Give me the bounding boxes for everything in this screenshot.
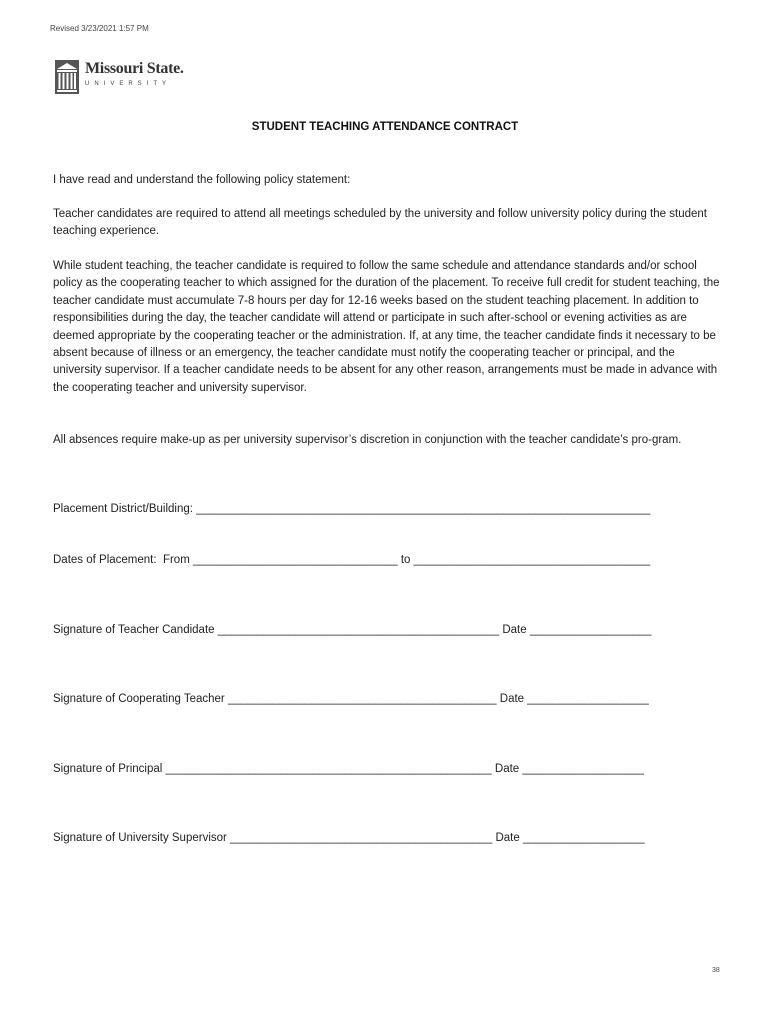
document-title: STUDENT TEACHING ATTENDANCE CONTRACT — [251, 121, 519, 133]
university-logo — [55, 60, 184, 94]
dates-of-placement-field[interactable]: Dates of Placement: From ________________________________ to _____________________________________ — [53, 554, 651, 566]
teacher-candidate-signature-field[interactable]: Signature of Teacher Candidate ____________________________________________ Date ___________________ — [53, 624, 652, 636]
revised-date: Revised 3/23/2021 1:57 PM — [50, 24, 149, 33]
placement-district-field[interactable]: Placement District/Building: _______________________________________________________________________ — [53, 503, 651, 515]
principal-signature-field[interactable]: Signature of Principal ___________________________________________________ Date ___________________ — [53, 763, 644, 775]
policy-absences: All absences require make-up as per university supervisor’s discretion in conjunction with the teacher candidate’s pro-gram. — [53, 434, 682, 446]
logo-subtitle: UNIVERSITY — [85, 81, 172, 87]
policy-meetings: Teacher candidates are required to attend all meetings scheduled by the university and follow university policy during the student teaching experience. — [53, 208, 707, 238]
policy-attendance: While student teaching, the teacher candidate is required to follow the same schedule and attendance standards and/or school policy as the cooperating teacher to which assigned for the duration of the placement. To receive full credit for student teaching, the teacher candidate must accumulate 7-8 hours per day for 12-16 weeks based on the student teaching placement. In addition to responsibilities during the day, the teacher candidate will attend or participate in such after-school or evening activities as are deemed appropriate by the cooperating teacher or the administration. If, at any time, the teacher candidate finds it necessary to be absent because of illness or an emergency, the teacher candidate must notify the cooperating teacher or principal, and the university supervisor. If a teacher candidate needs to be absent for any other reason, arrangements must be made in advance with the cooperating teacher and university supervisor. — [53, 260, 720, 394]
logo-name: Missouri State. — [85, 60, 184, 77]
cooperating-teacher-signature-field[interactable]: Signature of Cooperating Teacher __________________________________________ Date ___________________ — [53, 693, 649, 705]
policy-intro: I have read and understand the following policy statement: — [53, 174, 351, 186]
page-number: 38 — [712, 967, 720, 974]
building-icon — [55, 60, 79, 94]
university-supervisor-signature-field[interactable]: Signature of University Supervisor _________________________________________ Date ___________________ — [53, 832, 645, 844]
